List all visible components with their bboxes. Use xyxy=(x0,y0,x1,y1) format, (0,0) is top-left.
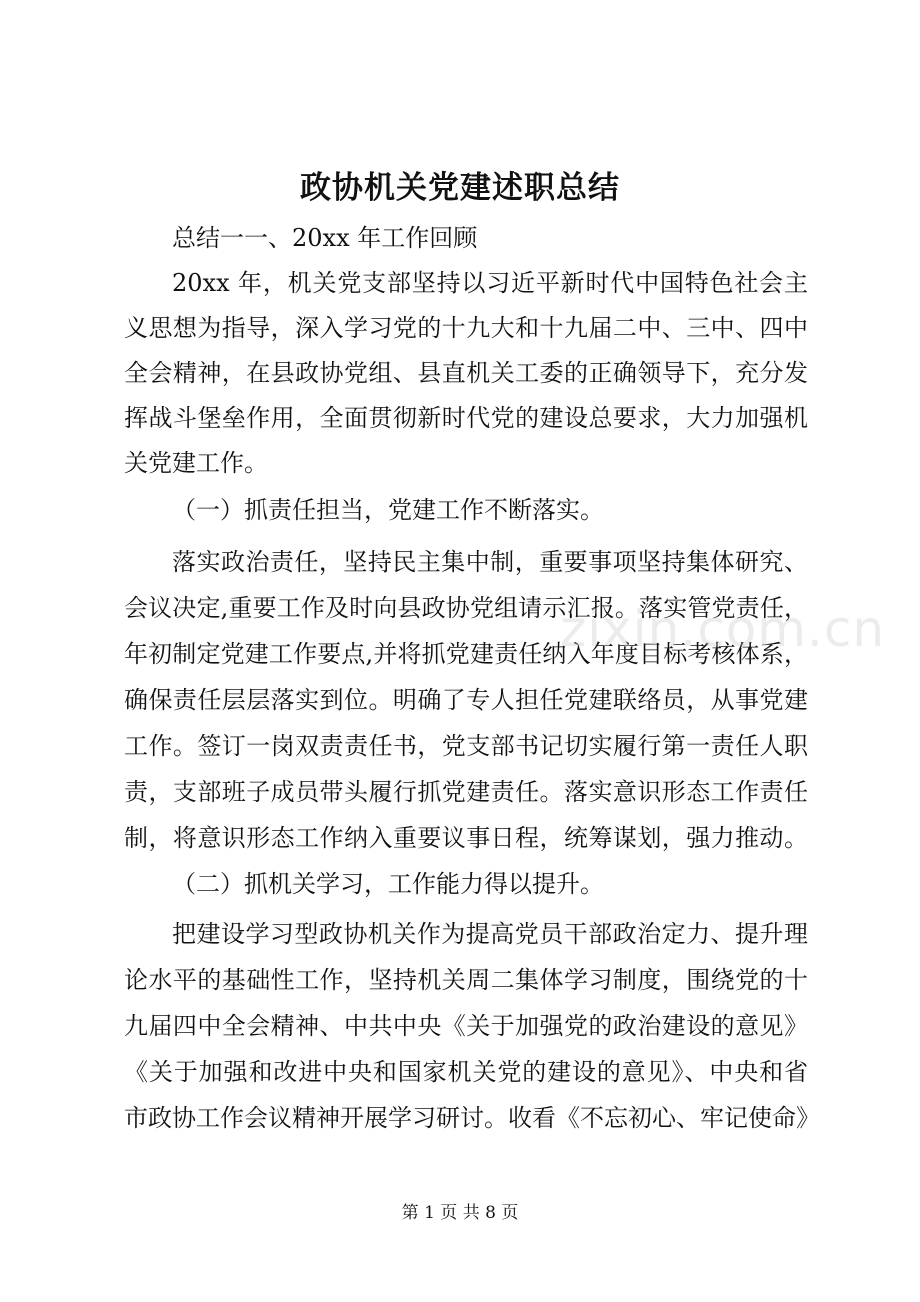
subsection-heading: （二）抓机关学习，工作能力得以提升。 xyxy=(172,870,604,898)
paragraph-line: 责，支部班子成员带头履行抓党建责任。落实意识形态工作责任 xyxy=(124,778,808,806)
paragraph-line: 市政协工作会议精神开展学习研讨。收看《不忘初心、牢记使命》 xyxy=(124,1104,820,1132)
paragraph-line: 把建设学习型政协机关作为提高党员干部政治定力、提升理 xyxy=(172,920,808,948)
subsection-heading: （一）抓责任担当，党建工作不断落实。 xyxy=(172,496,604,524)
paragraph-line: 《关于加强和改进中央和国家机关党的建设的意见》、中央和省 xyxy=(124,1058,808,1086)
paragraph-line: 九届四中全会精神、中共中央《关于加强党的政治建设的意见》 xyxy=(124,1012,808,1040)
paragraph-line: 挥战斗堡垒作用，全面贯彻新时代党的建设总要求，大力加强机 xyxy=(124,404,808,432)
paragraph-line: 工作。签订一岗双责责任书，党支部书记切实履行第一责任人职 xyxy=(124,732,808,760)
paragraph-line: 会议决定,重要工作及时向县政协党组请示汇报。落实管党责任， xyxy=(124,594,808,622)
section-heading: 总结一一、20xx 年工作回顾 xyxy=(172,224,478,252)
paragraph-line: 义思想为指导，深入学习党的十九大和十九届二中、三中、四中 xyxy=(124,314,808,342)
watermark: zixin.com.cn xyxy=(560,600,886,658)
document-title: 政协机关党建述职总结 xyxy=(300,170,620,206)
paragraph-line: 年初制定党建工作要点,并将抓党建责任纳入年度目标考核体系， xyxy=(124,640,808,668)
paragraph-line: 20xx 年，机关党支部坚持以习近平新时代中国特色社会主 xyxy=(172,269,808,297)
paragraph-line: 制，将意识形态工作纳入重要议事日程，统筹谋划，强力推动。 xyxy=(124,824,808,852)
paragraph-line: 关党建工作。 xyxy=(124,449,268,477)
paragraph-line: 确保责任层层落实到位。明确了专人担任党建联络员，从事党建 xyxy=(124,686,808,714)
paragraph-line: 论水平的基础性工作，坚持机关周二集体学习制度，围绕党的十 xyxy=(124,966,808,994)
page-number-footer: 第 1 页 共 8 页 xyxy=(401,1203,519,1223)
paragraph-line: 落实政治责任，坚持民主集中制，重要事项坚持集体研究、 xyxy=(172,548,808,576)
paragraph-line: 全会精神，在县政协党组、县直机关工委的正确领导下，充分发 xyxy=(124,359,808,387)
